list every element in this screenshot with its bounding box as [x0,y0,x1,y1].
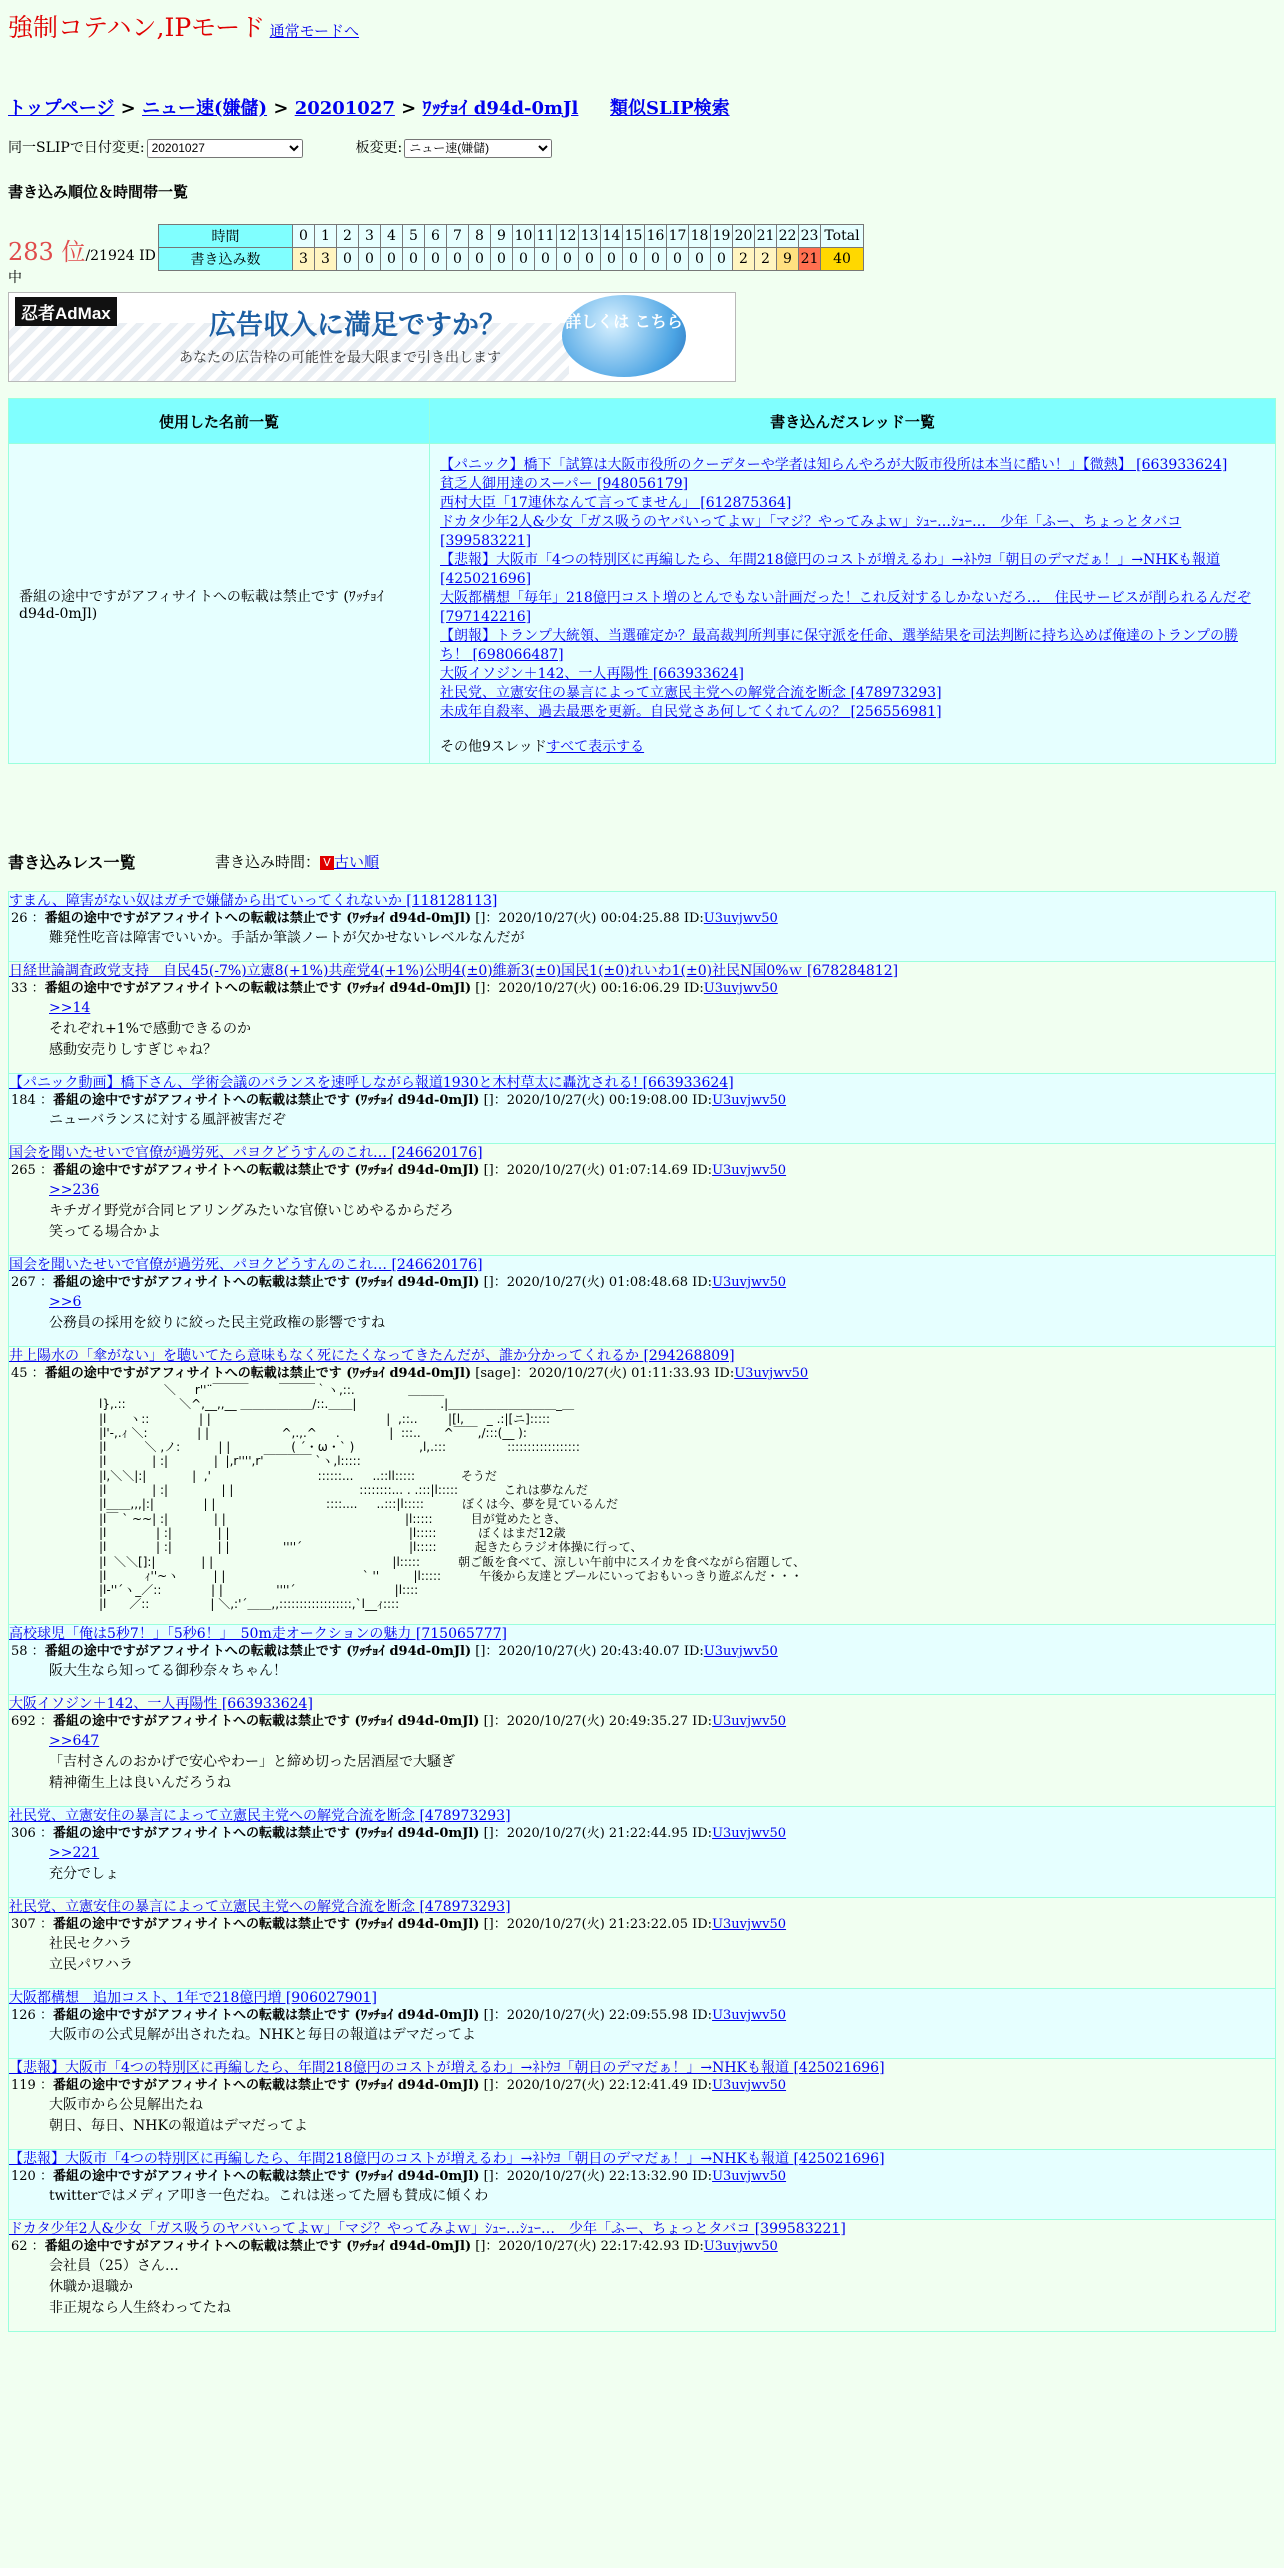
ascii-art-line: ＼ r''¨￣￣￣ ￣￣￣｀ヽ,::. ＿＿＿ [99,1383,445,1397]
thread-list [430,444,1276,764]
ad-details-button[interactable]: 詳しくは こちら [562,295,686,377]
post-meta-line: 184 ：番組の途中ですがアフィサイトへの転載は禁止です (ﾜｯﾁｮｲ d94d-0mJl) []：2020/10/27(火) 00:19:08.00 ID:U3uvjwv50 [11,1093,787,1108]
post-number: 120 [11,2168,36,2184]
ascii-art-line: |l＿＿,,,|:| | | ::::.... ..:::|l::::: ぼくは今、夢を見ているんだ [99,1497,619,1512]
post [8,891,1276,962]
hour-cell: 3 [359,225,381,248]
post-meta: []：2020/10/27(火) 21:22:44.95 ID: [479,1825,713,1841]
post-id-link[interactable]: U3uvjwv50 [712,1275,787,1290]
post [8,1898,1276,1989]
post-body [9,1731,1275,1794]
post-author-name: 番組の途中ですがアフィサイトへの転載は禁止です (ﾜｯﾁｮｲ d94d-0mJl) [44,981,472,996]
post-meta-line: 45 ：番組の途中ですがアフィサイトへの転載は禁止です (ﾜｯﾁｮｲ d94d-0mJl) [sage]：2020/10/27(火) 01:11:33.93 ID:U3uvjwv50 [11,1366,809,1381]
ascii-art-line: |l ＼ ,ノ: | | ( ´・ω・` ) ,l,.::: :::::::::::::::::: [99,1440,580,1455]
post-body [9,2256,1275,2319]
post-text-line: 精神衛生上は良いんだろうね [49,1774,231,1791]
post [8,2059,1276,2150]
post-id-link[interactable]: U3uvjwv50 [712,1163,787,1178]
sort-oldest-link[interactable]: 古い順 [334,853,380,871]
post-text-line: 大阪市から公見解出たね [49,2096,203,2113]
counts-row [159,248,864,271]
post-body [9,2186,1275,2207]
thread-link[interactable]: 貧乏人御用達のスーパー [948056179] [440,476,689,492]
post-author-name: 番組の途中ですがアフィサイトへの転載は禁止です (ﾜｯﾁｮｲ d94d-0mJl) [44,1643,472,1659]
post-meta-line: 307 ：番組の途中ですがアフィサイトへの転載は禁止です (ﾜｯﾁｮｲ d94d-0mJl) []：2020/10/27(火) 21:23:22.05 ID:U3uvjwv50 [11,1916,787,1932]
post-id-link[interactable]: U3uvjwv50 [712,2007,787,2023]
breadcrumb-date[interactable]: 20201027 [294,98,395,119]
post-thread-link[interactable]: 【悲報】大阪市「4つの特別区に再編したら、年間218億円のコストが増えるわ」→ﾈﾄｳﾖ「朝日のデマだぁ！」→NHKも報道 [425021696] [9,2150,885,2167]
post-body [9,1110,1275,1131]
breadcrumb-sep: > [114,98,143,119]
post-meta-line: 692 ：番組の途中ですがアフィサイトへの転載は禁止です (ﾜｯﾁｮｲ d94d-0mJl) []：2020/10/27(火) 20:49:35.27 ID:U3uvjwv50 [11,1713,787,1729]
post-number: 267 [11,1275,36,1290]
post-list [8,891,1276,2332]
count-cell: 3 [315,248,337,271]
post-id-link[interactable]: U3uvjwv50 [712,2168,787,2184]
thread-link[interactable]: 大阪都構想「毎年」218億円コスト増のとんでもない計画だった！これ反対するしかないだろ… 住民サービスが削られるんだぞ [797142216] [440,590,1251,625]
count-cell: 2 [755,248,777,271]
page-header [8,8,359,44]
post-thread-link[interactable]: 大阪都構想 追加コスト、1年で218億円増 [906027901] [9,1989,377,2006]
post [8,1144,1276,1256]
hour-cell: 13 [579,225,601,248]
post-thread-link[interactable]: 井上陽水の「傘がない」を聴いてたら意味もなく死にたくなってきたんだが、誰か分かってくれるか [294268809] [9,1348,735,1364]
board-select[interactable] [404,139,552,158]
hour-cell: 7 [447,225,469,248]
hours-row [159,225,864,248]
count-cell: 0 [381,248,403,271]
post-id-link[interactable]: U3uvjwv50 [703,981,778,996]
total-count: 40 [821,248,864,271]
post-text-line: twitterではメディア叩き一色だね。これは迷ってた層も賛成に傾くわ [49,2187,489,2204]
post-text-line: 会社員（25）さん… [49,2257,179,2274]
ad-headline: 広告収入に満足ですか？ [209,310,506,341]
count-cell: 0 [623,248,645,271]
post-meta: []：2020/10/27(火) 22:13:32.90 ID: [479,2168,713,2184]
post-meta-line: 126 ：番組の途中ですがアフィサイトへの転載は禁止です (ﾜｯﾁｮｲ d94d-0mJl) []：2020/10/27(火) 22:09:55.98 ID:U3uvjwv50 [11,2007,787,2023]
count-cell: 0 [447,248,469,271]
post-number: 58 [11,1643,28,1659]
summary-table [8,398,1276,764]
hour-cell: 9 [491,225,513,248]
post-text-line: それぞれ+1%で感動できるのか [49,1021,251,1037]
post [8,1256,1276,1347]
count-cell: 0 [579,248,601,271]
hour-cell: 17 [667,225,689,248]
post-id-link[interactable]: U3uvjwv50 [734,1366,809,1381]
post-text-line: 休職か退職か [49,2278,133,2295]
post-id-link[interactable]: U3uvjwv50 [703,2238,778,2254]
post-meta-line: 33 ：番組の途中ですがアフィサイトへの転載は禁止です (ﾜｯﾁｮｲ d94d-0mJl) []：2020/10/27(火) 00:16:06.29 ID:U3uvjwv50 [11,981,778,996]
post-body [9,1843,1275,1885]
post-number: 306 [11,1825,36,1841]
reply-anchor-link[interactable]: >>221 [49,1844,100,1861]
post-thread-link[interactable]: ドカタ少年2人&少女「ガス吸うのヤバいってよｗ」「マジ？やってみよｗ」ｼｭｰ…ｼｭｰ… 少年「ふー、ちょっとタバコ [399583221] [9,2220,846,2237]
post-meta-line: 26 ：番組の途中ですがアフィサイトへの転載は禁止です (ﾜｯﾁｮｲ d94d-0mJl) []：2020/10/27(火) 00:04:25.88 ID:U3uvjwv50 [11,911,778,926]
threads-header: 書き込んだスレッド一覧 [430,399,1276,444]
post-author-name: 番組の途中ですがアフィサイトへの転載は禁止です (ﾜｯﾁｮｲ d94d-0mJl) [44,1366,472,1381]
post-text-line: 立民パワハラ [49,1956,133,1973]
responses-header [8,850,380,873]
post-author-name: 番組の途中ですがアフィサイトへの転載は禁止です (ﾜｯﾁｮｲ d94d-0mJl) [44,911,472,926]
reply-anchor-link[interactable]: >>6 [49,1294,82,1310]
ascii-art-line: |l,＼＼|:| | ,' ::::::... ..::ll::::: そうだ [99,1468,497,1483]
page-title: 強制コテハン,IPモード [8,13,266,42]
post-meta: []：2020/10/27(火) 22:09:55.98 ID: [479,2007,713,2023]
count-cell: 0 [513,248,535,271]
breadcrumb-sep: > [394,98,423,119]
reply-anchor-link[interactable]: >>236 [49,1182,100,1198]
post-number: 62 [11,2238,28,2254]
post-body [9,998,1275,1061]
thread-link[interactable]: 【パニック】橋下「試算は大阪市役所のクーデターや学者は知らんやろが大阪市役所は本当に酷い！」【微熱】 [663933624] [440,457,1228,473]
post-number: 265 [11,1163,36,1178]
breadcrumb-sep: > [267,98,295,119]
post [8,962,1276,1074]
post-author-name: 番組の途中ですがアフィサイトへの転載は禁止です (ﾜｯﾁｮｲ d94d-0mJl) [52,1713,480,1729]
thread-link[interactable]: 未成年自殺率、過去最悪を更新。自民党さあ何してくれてんの？ [256556981] [440,704,942,720]
post-thread-link[interactable]: 【パニック動画】橋下さん、学術会議のバランスを速呼しながら報道1930と木村草太に轟沈される! [663933624] [9,1075,734,1091]
count-cell: 9 [777,248,799,271]
post-meta: []：2020/10/27(火) 00:04:25.88 ID: [471,911,704,926]
post-number: 184 [11,1093,36,1108]
ascii-art-line: l},.:: ＼^,__,,__ ＿＿＿＿＿＿/::.＿＿| .|＿＿＿＿＿＿＿＿＿_＿ [99,1397,575,1412]
post-id-link[interactable]: U3uvjwv50 [703,911,778,926]
count-cell: 3 [293,248,315,271]
post-id-link[interactable]: U3uvjwv50 [703,1643,778,1659]
post-text-line: 朝日、毎日、NHKの報道はデマだってよ [49,2117,308,2134]
board-change-label: 板変更: [355,140,403,156]
post-meta-line: 267 ：番組の途中ですがアフィサイトへの転載は禁止です (ﾜｯﾁｮｲ d94d-0mJl) []：2020/10/27(火) 01:08:48.68 ID:U3uvjwv50 [11,1275,787,1290]
rank-value: 283 位 [8,238,86,266]
thread-link[interactable]: 【朗報】トランプ大統領、当選確定か？最高裁判所判事に保守派を任命、選挙結果を司法判断に持ち込めば俺達のトランプの勝ち！ [698066487] [440,628,1238,663]
post-body [9,2095,1275,2137]
ascii-art [9,1383,1275,1612]
count-cell: 0 [557,248,579,271]
post-meta: []：2020/10/27(火) 20:43:40.07 ID: [471,1643,704,1659]
post [8,2220,1276,2332]
ad-banner[interactable] [8,292,736,382]
post-author-name: 番組の途中ですがアフィサイトへの転載は禁止です (ﾜｯﾁｮｲ d94d-0mJl) [52,1825,480,1841]
post-id-link[interactable]: U3uvjwv50 [712,1713,787,1729]
post-number: 26 [11,911,28,926]
hour-cell: 1 [315,225,337,248]
post-meta: []：2020/10/27(火) 20:49:35.27 ID: [479,1713,713,1729]
post-number: 126 [11,2007,36,2023]
ranking-title: 書き込み順位＆時間帯一覧 [8,183,189,201]
post-text-line: キチガイ野党が合同ヒアリングみたいな官僚いじめやるからだろ [49,1203,454,1219]
count-cell: 0 [667,248,689,271]
count-cell: 0 [711,248,733,271]
post-meta: []：2020/10/27(火) 00:19:08.00 ID: [479,1093,713,1108]
thread-link[interactable]: ドカタ少年2人&少女「ガス吸うのヤバいってよｗ」「マジ？やってみよｗ」ｼｭｰ…ｼｭｰ… 少年「ふー、ちょっとタバコ [399583221] [440,514,1182,549]
post-text-line: 公務員の採用を絞りに絞った民主党政権の影響ですね [49,1315,385,1331]
ascii-art-line: |l | :| | |,r'''',r'￣￣￣￣ `ヽ,l::::: [99,1454,361,1469]
post-meta: []：2020/10/27(火) 00:16:06.29 ID: [471,981,704,996]
post-meta: []：2020/10/27(火) 01:07:14.69 ID: [479,1163,713,1178]
ascii-art-line: |l-''´ヽ_／:: | | ''''´ |l:::: [99,1583,419,1598]
count-cell: 0 [359,248,381,271]
count-cell: 0 [601,248,623,271]
post-meta-line: 120 ：番組の途中ですがアフィサイトへの転載は禁止です (ﾜｯﾁｮｲ d94d-0mJl) []：2020/10/27(火) 22:13:32.90 ID:U3uvjwv50 [11,2168,787,2184]
post-text-line: 「吉村さんのおかげで安心やわー」と締め切った居酒屋で大騒ぎ [49,1753,455,1770]
names-header: 使用した名前一覧 [9,399,430,444]
post-thread-link[interactable]: 【悲報】大阪市「4つの特別区に再編したら、年間218億円のコストが増えるわ」→ﾈﾄｳﾖ「朝日のデマだぁ！」→NHKも報道 [425021696] [9,2059,885,2076]
post-author-name: 番組の途中ですがアフィサイトへの転載は禁止です (ﾜｯﾁｮｲ d94d-0mJl) [52,2007,480,2023]
count-cell: 2 [733,248,755,271]
reply-anchor-link[interactable]: >>14 [49,1000,91,1016]
hour-cell: 6 [425,225,447,248]
count-cell: 0 [689,248,711,271]
post-number: 45 [11,1366,28,1381]
post-meta: []：2020/10/27(火) 01:08:48.68 ID: [479,1275,713,1290]
hourly-table [158,224,864,271]
hour-cell: 18 [689,225,711,248]
post [8,1625,1276,1695]
breadcrumb-top[interactable]: トップページ [8,98,115,119]
post [8,2150,1276,2220]
thread-link[interactable]: 西村大臣「17連休なんて言ってません」 [612875364] [440,495,792,511]
post-number: 307 [11,1916,36,1932]
time-label: 時間 [159,225,293,248]
post-thread-link[interactable]: 日経世論調査政党支持 自民45(-7%)立憲8(+1%)共産党4(+1%)公明4(±0)維新3(±0)国民1(±0)れいわ1(±0)社民N国0%ｗ [678284812] [9,963,899,979]
ascii-art-line: |l'-,.ｨ ＼: | | ^,.,.^ . | :::.. ^￣￣,/:::(__ ): [99,1425,527,1440]
hour-cell: 10 [513,225,535,248]
hour-cell: 8 [469,225,491,248]
post-thread-link[interactable]: 社民党、立憲安住の暴言によって立憲民主党への解党合流を断念 [478973293] [9,1807,511,1824]
post-meta: [sage]：2020/10/27(火) 01:11:33.93 ID: [471,1366,735,1381]
post-body [9,1934,1275,1976]
hour-cell: 11 [535,225,557,248]
post-text-line: ニューバランスに対する風評被害だぞ [49,1112,286,1128]
count-cell: 0 [403,248,425,271]
hour-cell: 22 [777,225,799,248]
post-author-name: 番組の途中ですがアフィサイトへの転載は禁止です (ﾜｯﾁｮｲ d94d-0mJl) [52,1275,480,1290]
post-author-name: 番組の途中ですがアフィサイトへの転載は禁止です (ﾜｯﾁｮｲ d94d-0mJl) [52,1093,480,1108]
post-body [9,928,1275,949]
same-slip-date-label: 同一SLIPで日付変更: [8,140,145,156]
post-meta-line: 58 ：番組の途中ですがアフィサイトへの転載は禁止です (ﾜｯﾁｮｲ d94d-0mJl) []：2020/10/27(火) 20:43:40.07 ID:U3uvjwv50 [11,1643,778,1659]
post-author-name: 番組の途中ですがアフィサイトへの転載は禁止です (ﾜｯﾁｮｲ d94d-0mJl) [52,1163,480,1178]
hour-cell: 23 [799,225,821,248]
post [8,1989,1276,2059]
breadcrumb-board[interactable]: ニュー速(嫌儲) [142,98,268,119]
post-meta-line: 119 ：番組の途中ですがアフィサイトへの転載は禁止です (ﾜｯﾁｮｲ d94d-0mJl) []：2020/10/27(火) 22:12:41.49 ID:U3uvjwv50 [11,2077,787,2093]
post-author-name: 番組の途中ですがアフィサイトへの転載は禁止です (ﾜｯﾁｮｲ d94d-0mJl) [52,2168,480,2184]
post-text-line: 社民セクハラ [49,1935,133,1952]
post-thread-link[interactable]: 国会を聞いたせいで官僚が過労死、パヨクどうすんのこれ… [246620176] [9,1257,483,1273]
post-id-link[interactable]: U3uvjwv50 [712,1093,787,1108]
ascii-art-line: |l ヽ:: | | | ,::.. |[l, _ .:|[ニ]::::: [99,1411,551,1426]
post-meta: []：2020/10/27(火) 22:12:41.49 ID: [479,2077,713,2093]
thread-link[interactable]: 大阪イソジン＋142、一人再陽性 [663933624] [440,666,744,682]
post-body [9,2025,1275,2046]
ascii-art-line: |l ＼＼[]:| | | |l::::: 朝ご飯を食べて、涼しい午前中にスイカを食べながら宿題して、 [99,1554,806,1569]
breadcrumb-slip[interactable]: ﾜｯﾁｮｲ d94d-0mJl [422,98,579,119]
show-all-threads-link[interactable]: すべて表示する [546,739,645,755]
ascii-art-line: |l ｨ''~ヽ | | ` '' |l::::: 午後から友達とプールにいっておもいっきり遊ぶんだ・・・ [99,1568,803,1583]
post-body [9,1661,1275,1682]
similar-slip-search-link[interactable]: 類似SLIP検索 [610,98,730,119]
post-thread-link[interactable]: すまん、障害がない奴はガチで嫌儲から出ていってくれないか [118128113] [9,893,498,909]
ad-brand-logo: 忍者AdMax [15,297,117,326]
count-cell: 0 [535,248,557,271]
post-meta-line: 265 ：番組の途中ですがアフィサイトへの転載は禁止です (ﾜｯﾁｮｲ d94d-0mJl) []：2020/10/27(火) 01:07:14.69 ID:U3uvjwv50 [11,1163,787,1178]
selector-row [8,137,552,158]
post-thread-link[interactable]: 国会を聞いたせいで官僚が過労死、パヨクどうすんのこれ… [246620176] [9,1145,483,1161]
post-text-line: 阪大生なら知ってる御秒奈々ちゃん！ [49,1662,287,1679]
ad-subtext: あなたの広告枠の可能性を最大限まで引き出します [179,350,501,366]
hour-cell: 5 [403,225,425,248]
count-cell: 0 [645,248,667,271]
post-id-link[interactable]: U3uvjwv50 [712,1916,787,1932]
breadcrumb [8,94,730,120]
ascii-art-line: |l | :| | | |l::::: ぼくはまだ12歳 [99,1525,566,1540]
thread-link[interactable]: 【悲報】大阪市「4つの特別区に再編したら、年間218億円のコストが増えるわ」→ﾈﾄｳﾖ「朝日のデマだぁ！」→NHKも報道 [425021696] [440,552,1221,587]
hour-cell: 15 [623,225,645,248]
hour-cell: 20 [733,225,755,248]
count-cell: 0 [425,248,447,271]
post-author-name: 番組の途中ですがアフィサイトへの転載は禁止です (ﾜｯﾁｮｲ d94d-0mJl) [52,2077,480,2093]
hour-cell: 21 [755,225,777,248]
post-meta: []：2020/10/27(火) 22:17:42.93 ID: [471,2238,704,2254]
post-number: 119 [11,2077,36,2093]
thread-link[interactable]: 社民党、立憲安住の暴言によって立憲民主党への解党合流を断念 [478973293] [440,685,942,701]
hour-cell: 19 [711,225,733,248]
hour-cell: 4 [381,225,403,248]
count-cell: 0 [469,248,491,271]
post-body [9,1292,1275,1334]
sort-order-icon: V [320,856,334,870]
post-thread-link[interactable]: 高校球児「俺は5秒7！」「5秒6！」 50m走オークションの魅力 [715065777] [9,1625,507,1642]
reply-anchor-link[interactable]: >>647 [49,1732,100,1749]
post-number: 33 [11,981,28,996]
post-id-link[interactable]: U3uvjwv50 [712,2077,787,2093]
post-thread-link[interactable]: 大阪イソジン＋142、一人再陽性 [663933624] [9,1695,313,1712]
more-threads-text: その他9スレッド [440,739,547,755]
count-cell: 0 [337,248,359,271]
total-label: Total [821,225,864,248]
post [8,1807,1276,1898]
post-meta: []：2020/10/27(火) 21:23:22.05 ID: [479,1916,713,1932]
post [8,1347,1276,1625]
post-thread-link[interactable]: 社民党、立憲安住の暴言によって立憲民主党への解党合流を断念 [478973293] [9,1898,511,1915]
post-text-line: 難発性吃音は障害でいいか。手話か筆談ノートが欠かせないレベルなんだが [49,930,525,946]
post-text-line: 笑ってる場合かよ [49,1224,161,1240]
rank-box [8,224,160,286]
hour-cell: 16 [645,225,667,248]
post-body [9,1180,1275,1243]
ascii-art-line: |l ／:: | ＼,:'´＿＿,,::::::::::::::::::,`l__ｨ:::: [99,1597,400,1612]
post-author-name: 番組の途中ですがアフィサイトへの転載は禁止です (ﾜｯﾁｮｲ d94d-0mJl) [52,1916,480,1932]
used-name: 番組の途中ですがアフィサイトへの転載は禁止です (ﾜｯﾁｮｲ d94d-0mJl) [9,444,430,764]
post-text-line: 大阪市の公式見解が出されたね。NHKと毎日の報道はデマだってよ [49,2026,476,2043]
post-meta-line: 306 ：番組の途中ですがアフィサイトへの転載は禁止です (ﾜｯﾁｮｲ d94d-0mJl) []：2020/10/27(火) 21:22:44.95 ID:U3uvjwv50 [11,1825,787,1841]
post-id-link[interactable]: U3uvjwv50 [712,1825,787,1841]
post-text-line: 充分でしょ [49,1865,119,1882]
normal-mode-link[interactable]: 通常モードへ [269,22,360,40]
ascii-art-line: |l | :| | | ::::::::... . .:::|l::::: これは夢なんだ [99,1483,588,1498]
post-author-name: 番組の途中ですがアフィサイトへの転載は禁止です (ﾜｯﾁｮｲ d94d-0mJl) [44,2238,472,2254]
hour-cell: 0 [293,225,315,248]
post-text-line: 感動安売りしすぎじゃね？ [49,1042,217,1058]
ascii-art-line: |l | :| | | ''''´ |l::::: 起きたらラジオ体操に行って、 [99,1540,643,1555]
hour-cell: 12 [557,225,579,248]
post-text-line: 非正規なら人生終わってたね [49,2299,231,2316]
hour-cell: 14 [601,225,623,248]
count-cell: 21 [799,248,821,271]
post-number: 692 [11,1713,36,1729]
count-cell: 0 [491,248,513,271]
post-meta-line: 62 ：番組の途中ですがアフィサイトへの転載は禁止です (ﾜｯﾁｮｲ d94d-0mJl) []：2020/10/27(火) 22:17:42.93 ID:U3uvjwv50 [11,2238,778,2254]
hour-cell: 2 [337,225,359,248]
post [8,1074,1276,1144]
ascii-art-line: |l￣ ` ~~| :| | | |l::::: 目が覚めたとき、 [99,1511,567,1526]
post-time-label: 書き込み時間： [215,853,321,871]
rank-total-ids: /21924 ID中 [8,248,156,286]
post [8,1695,1276,1807]
count-label: 書き込み数 [159,248,293,271]
responses-title: 書き込みレス一覧 [8,853,136,872]
date-select[interactable] [147,139,303,158]
